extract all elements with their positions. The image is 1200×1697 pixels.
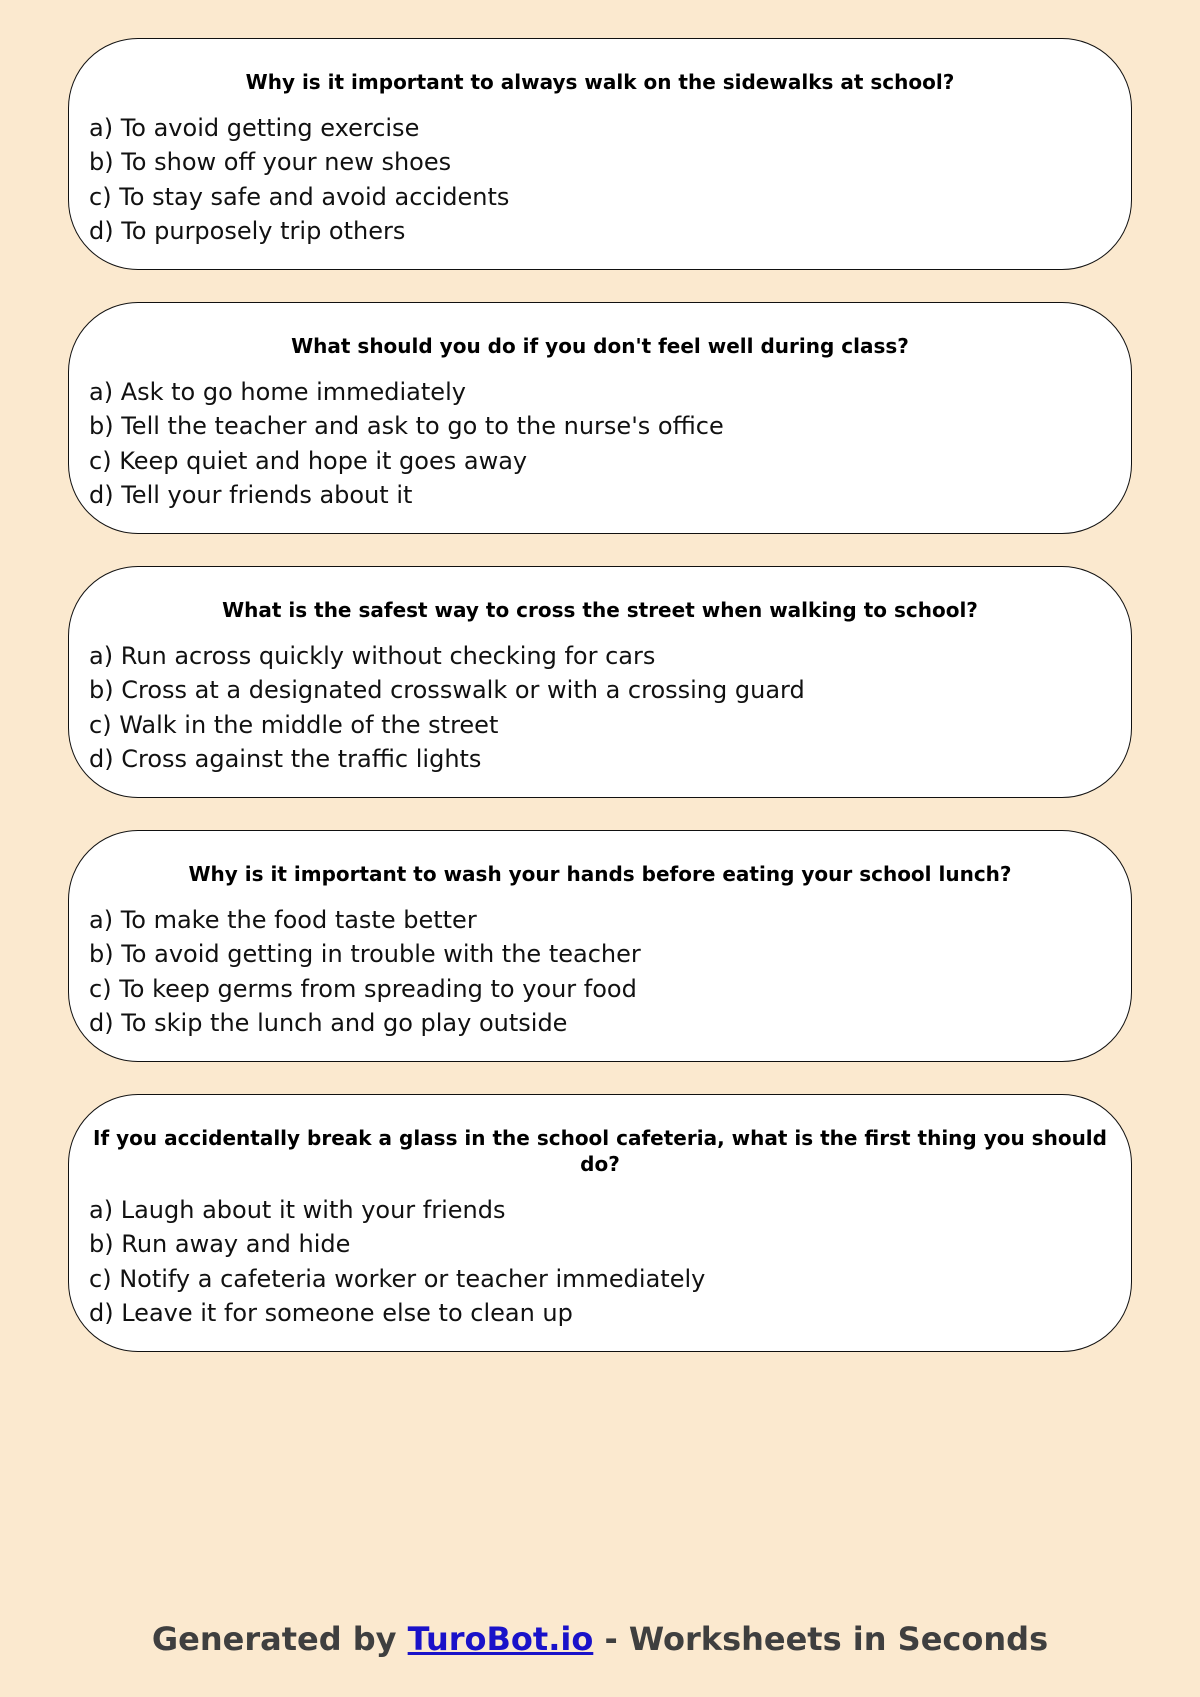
option-c: c) To keep germs from spreading to your food [89,974,637,1003]
option-c: c) Walk in the middle of the street [89,710,499,739]
option-a: a) Ask to go home immediately [89,378,466,406]
question-text: What should you do if you don't feel well during class? [291,334,909,358]
option-b: b) To show off your new shoes [89,148,452,177]
option-c: c) Keep quiet and hope it goes away [89,446,528,475]
question-text: Why is it important to always walk on the sidewalks at school? [245,70,955,94]
question-text: Why is it important to wash your hands before eating your school lunch? [188,862,1012,886]
option-b: b) To avoid getting in trouble with the teacher [89,940,641,969]
question-card-2 [68,302,1132,534]
option-d: d) Tell your friends about it [89,480,413,509]
answer-options [89,111,1111,248]
answer-options [89,375,1111,512]
question-list [68,38,1132,1384]
option-a: a) Run across quickly without checking for cars [89,642,656,670]
turobot-link[interactable]: TuroBot.io [407,1620,594,1658]
option-b: b) Tell the teacher and ask to go to the nurse's office [89,412,724,441]
option-d: d) To purposely trip others [89,216,406,245]
question-card-4 [68,830,1132,1062]
answer-options [89,639,1111,776]
option-b: b) Cross at a designated crosswalk or with a crossing guard [89,676,805,705]
footer-credit [0,1620,1200,1658]
question-card-1 [68,38,1132,270]
option-d: d) Cross against the traffic lights [89,744,482,773]
option-b: b) Run away and hide [89,1230,351,1259]
answer-options [89,903,1111,1040]
question-text: If you accidentally break a glass in the school cafeteria, what is the first thing you should do? [93,1126,1107,1176]
option-a: a) Laugh about it with your friends [89,1196,506,1224]
answer-options [89,1193,1111,1330]
option-c: c) Notify a cafeteria worker or teacher immediately [89,1264,706,1293]
question-card-5 [68,1094,1132,1352]
footer-prefix: Generated by [151,1620,408,1658]
option-c: c) To stay safe and avoid accidents [89,182,510,211]
option-a: a) To make the food taste better [89,906,477,934]
question-text: What is the safest way to cross the street when walking to school? [222,598,978,622]
question-card-3 [68,566,1132,798]
option-a: a) To avoid getting exercise [89,114,420,142]
option-d: d) To skip the lunch and go play outside [89,1008,568,1037]
option-d: d) Leave it for someone else to clean up [89,1298,573,1327]
footer-suffix: - Worksheets in Seconds [593,1620,1049,1658]
